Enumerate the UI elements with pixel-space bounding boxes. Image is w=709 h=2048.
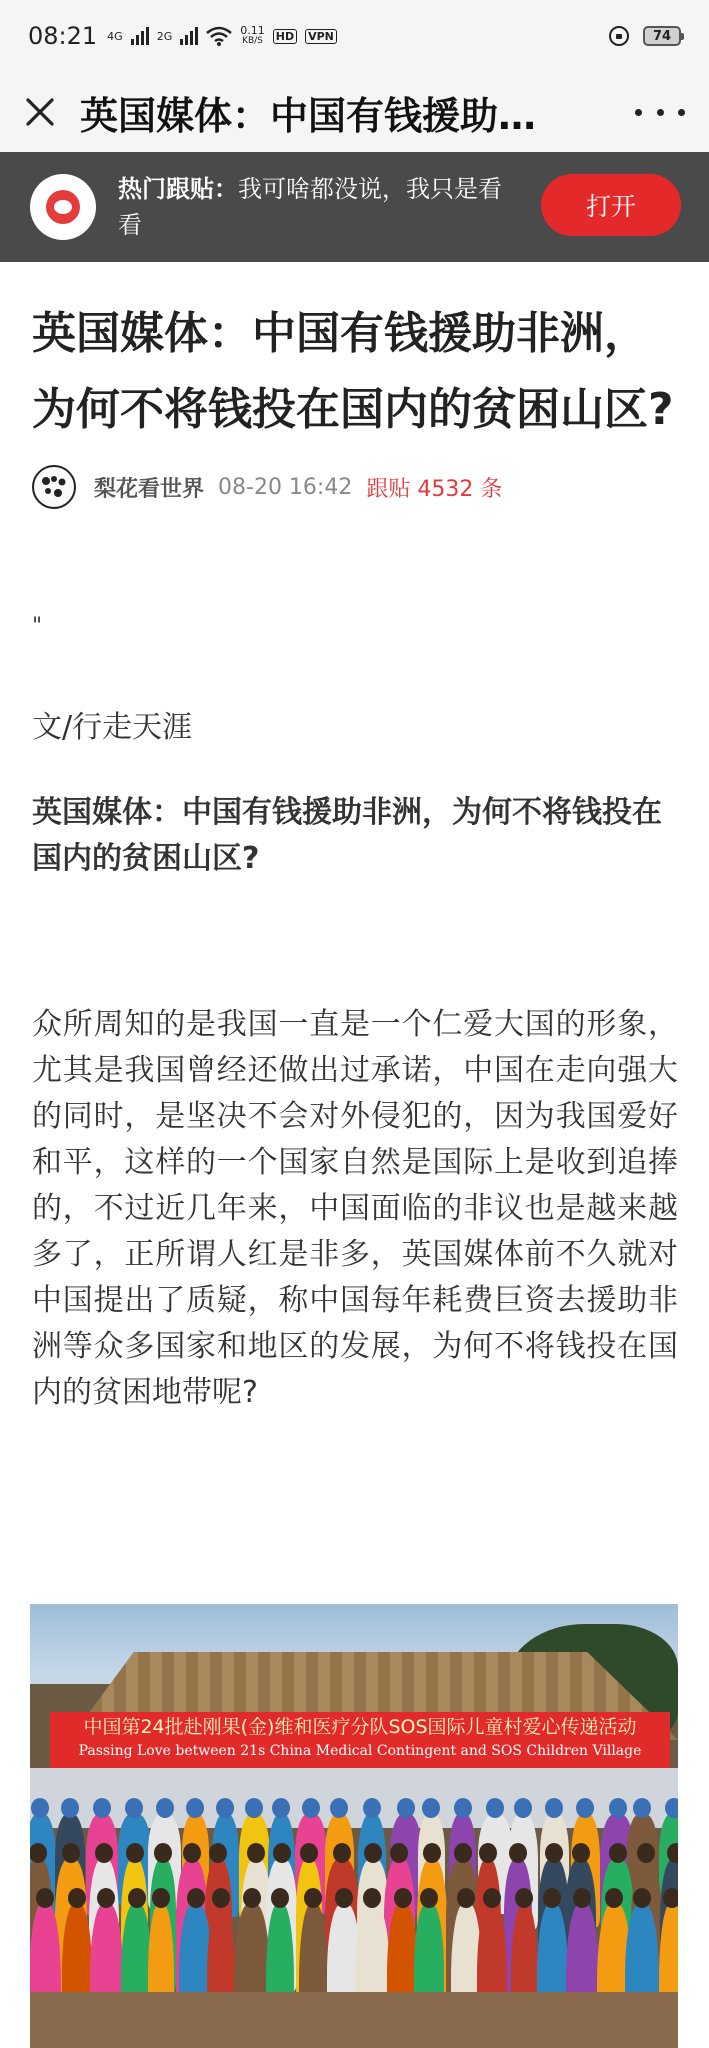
crowd-figure-head	[31, 1798, 49, 1818]
crowd-figure-head	[125, 1798, 143, 1818]
battery-icon: 74	[643, 26, 681, 46]
vpn-icon: VPN	[305, 29, 337, 44]
crowd-figure-head	[363, 1798, 381, 1818]
crowd-figure-head	[97, 1888, 115, 1908]
crowd-figure-head	[93, 1798, 111, 1818]
crowd-figure-head	[633, 1798, 651, 1818]
net-speed	[240, 25, 265, 47]
photo-ground	[30, 1992, 678, 2048]
crowd-figure-head	[663, 1888, 678, 1908]
publish-date: 08-20 16:42	[218, 474, 353, 500]
author-name[interactable]: 梨花看世界	[94, 476, 205, 502]
hot-comment-label: 热门跟贴：	[118, 175, 238, 203]
crowd-figure-head	[335, 1888, 353, 1908]
crowd-figure-head	[302, 1798, 320, 1818]
crowd-figure-head	[633, 1888, 651, 1908]
comment-count-link[interactable]: 跟贴 4532 条	[366, 476, 503, 502]
app-logo-mark	[46, 190, 80, 224]
signal-icon-2	[180, 27, 198, 45]
crowd-figure-head	[637, 1843, 655, 1863]
crowd-figure-head	[605, 1888, 623, 1908]
dot-icon	[635, 109, 642, 116]
crowd-figure-head	[154, 1843, 172, 1863]
crowd-figure-head	[186, 1798, 204, 1818]
article-subhead: 英国媒体：中国有钱援助非洲，为何不将钱投在国内的贫困山区?	[32, 795, 662, 876]
page-title: 英国媒体：中国有钱援助…	[80, 93, 537, 138]
crowd-figure-head	[245, 1798, 263, 1818]
crowd-figure-head	[272, 1798, 290, 1818]
crowd-figure-head	[545, 1798, 563, 1818]
crowd-figure-head	[61, 1798, 79, 1818]
status-time: 08:21	[28, 22, 98, 50]
crowd-figure-head	[95, 1843, 113, 1863]
crowd-figure-head	[576, 1798, 594, 1818]
crowd-figure-head	[212, 1888, 230, 1908]
rotation-lock-icon	[609, 26, 629, 46]
dot-icon	[678, 109, 685, 116]
crowd-figure-head	[609, 1798, 627, 1818]
open-app-button[interactable]: 打开	[541, 174, 681, 236]
network-2g-label: 2G	[156, 29, 173, 43]
status-bar	[0, 0, 709, 72]
article-meta	[32, 464, 678, 510]
article-photo[interactable]	[30, 1604, 678, 2048]
crowd-figure-head	[572, 1843, 590, 1863]
wifi-icon	[206, 26, 232, 46]
title-bar	[0, 72, 709, 152]
crowd-figure-head	[128, 1888, 146, 1908]
crowd-figure-head	[514, 1798, 532, 1818]
status-right	[609, 26, 681, 46]
article-paragraph: 众所周知的是我国一直是一个仁爱大国的形象，尤其是我国曾经还做出过承诺，中国在走向强大的同时，是坚决不会对外侵犯的，因为我国爱好和平，这样的一个国家自然是国际上是收到追捧的，不过近几年来，中国面临的非议也是越来越多了，正所谓人红是非多，英国媒体前不久就对中国提出了质疑，称中国每年耗费巨资去援助非洲等众多国家和地区的发展，为何不将钱投在国内的贫困地带呢?	[32, 1007, 678, 1410]
article-headline: 英国媒体：中国有钱援助非洲，为何不将钱投在国内的贫困山区?	[32, 308, 674, 435]
crowd-figure-head	[36, 1888, 54, 1908]
crowd-figure-head	[243, 1888, 261, 1908]
crowd-figure-head	[273, 1843, 291, 1863]
crowd-figure-head	[483, 1888, 501, 1908]
crowd-figure-head	[156, 1798, 174, 1818]
more-options-button[interactable]	[635, 92, 685, 132]
crowd-figure-head	[187, 1888, 205, 1908]
close-button[interactable]	[0, 72, 80, 152]
crowd-figure-head	[454, 1843, 472, 1863]
dot-icon	[657, 109, 664, 116]
photo-banner-english: Passing Love between 21s China Medical Contingent and SOS Children Village	[78, 1743, 642, 1759]
crowd-figure-head	[667, 1843, 678, 1863]
network-4g-label: 4G	[107, 29, 123, 43]
photo-banner-chinese: 中国第24批赴刚果(金)维和医疗分队SOS国际儿童村爱心传递活动	[83, 1716, 637, 1738]
crowd-figure-head	[152, 1888, 170, 1908]
hot-comment-text	[118, 171, 518, 243]
signal-icon	[131, 27, 149, 45]
author-avatar-icon	[36, 469, 72, 505]
crowd-figure-head	[479, 1843, 497, 1863]
crowd-figure-head	[545, 1843, 563, 1863]
crowd-figure-head	[454, 1798, 472, 1818]
crowd-figure-head	[333, 1843, 351, 1863]
crowd-figure-head	[330, 1798, 348, 1818]
photo-banner	[50, 1712, 670, 1768]
hot-comment-banner[interactable]	[0, 152, 709, 262]
crowd-figure-head	[62, 1843, 80, 1863]
crowd-figure-head	[216, 1798, 234, 1818]
crowd-figure-head	[422, 1798, 440, 1818]
status-icons	[107, 25, 337, 47]
hd-icon: HD	[273, 29, 297, 44]
crowd-figure-head	[363, 1888, 381, 1908]
app-logo	[30, 174, 96, 240]
quote-mark: "	[32, 614, 43, 639]
crowd-figure-head	[486, 1798, 504, 1818]
author-avatar[interactable]	[32, 465, 76, 509]
article-byline: 文/行走天涯	[32, 710, 193, 745]
crowd-figure-head	[390, 1843, 408, 1863]
crowd-figure-head	[665, 1798, 678, 1818]
article	[32, 262, 678, 1410]
crowd-figure-head	[397, 1798, 415, 1818]
crowd-figure-head	[423, 1843, 441, 1863]
crowd-figure-head	[183, 1843, 201, 1863]
net-speed-unit: KB/S	[242, 36, 263, 46]
hot-comment-content: 我可啥都没说，我只是看看	[118, 175, 502, 239]
net-speed-value: 0.11	[240, 24, 265, 37]
crowd-figure-head	[271, 1888, 289, 1908]
crowd-figure-head	[394, 1888, 412, 1908]
crowd-figure-head	[609, 1843, 627, 1863]
crowd-figure-head	[420, 1888, 438, 1908]
crowd-figure-head	[68, 1888, 86, 1908]
close-icon	[25, 97, 55, 127]
crowd-figure-head	[126, 1843, 144, 1863]
